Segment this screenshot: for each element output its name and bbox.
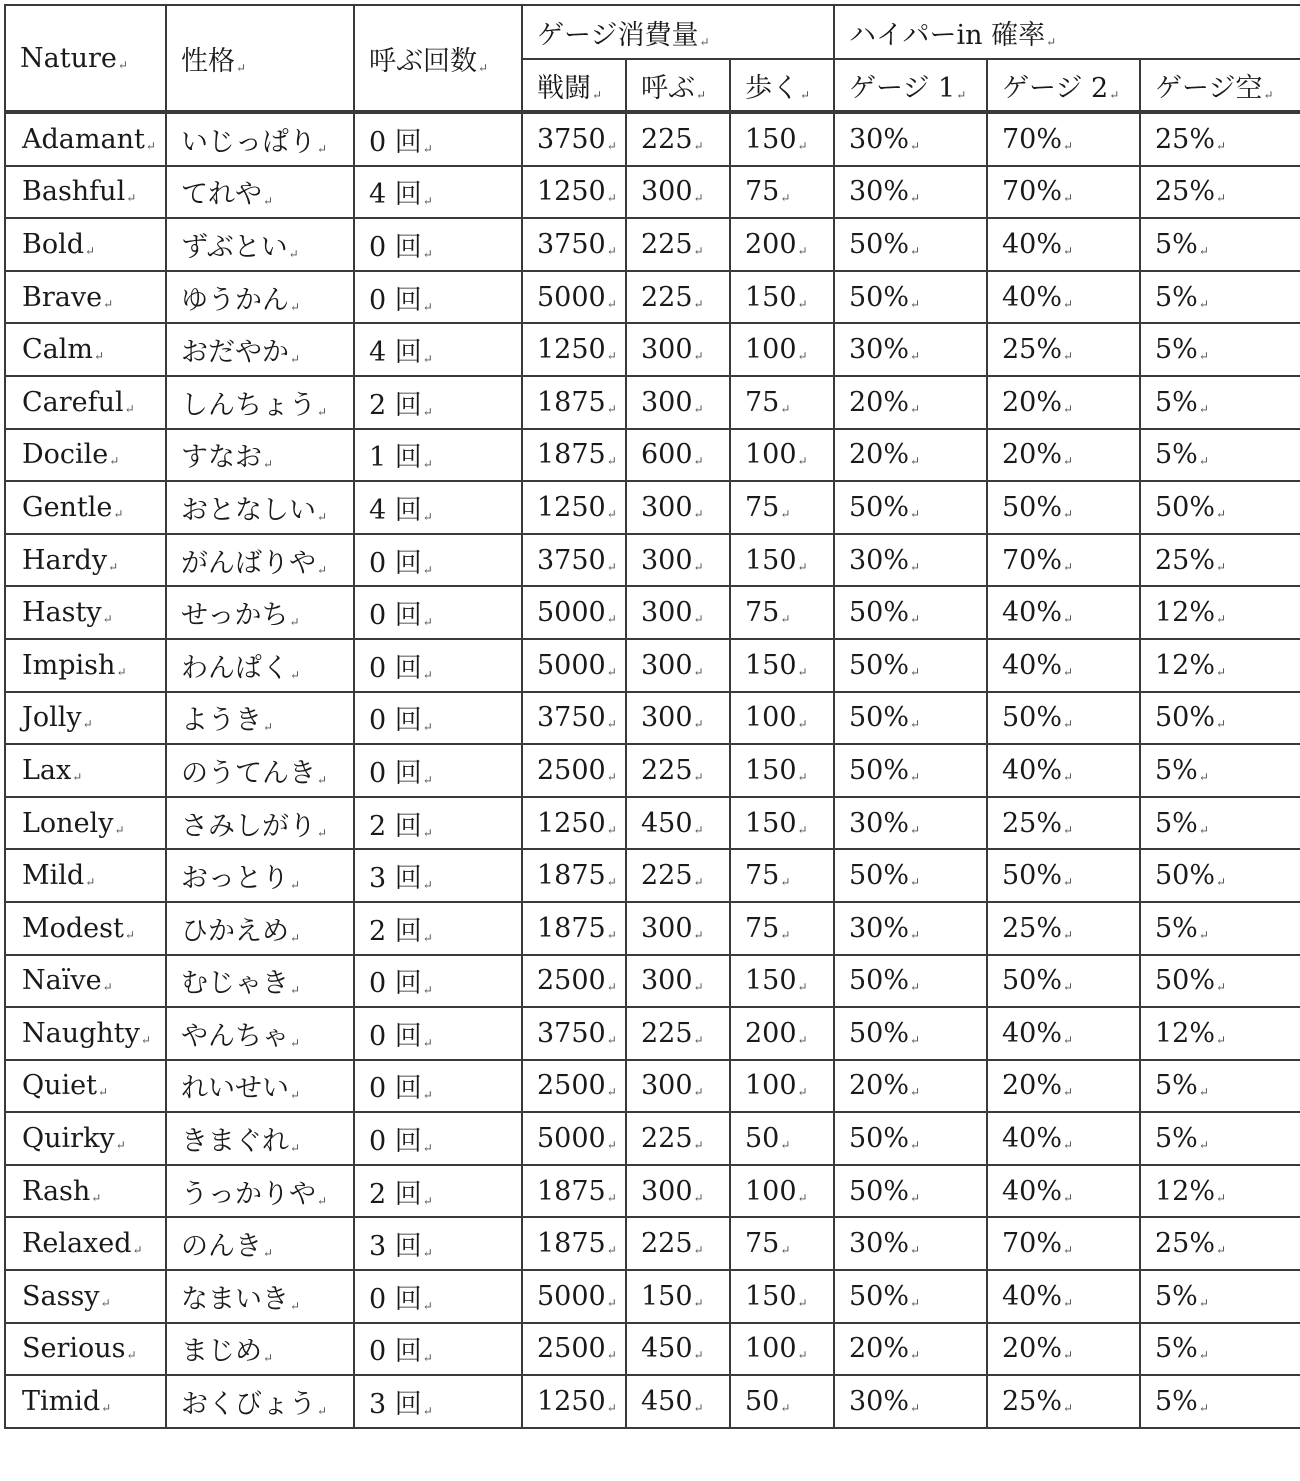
cell-nature: Naïve↵ <box>5 955 166 1008</box>
header-gauge1: ゲージ 1↵ <box>834 59 987 112</box>
cell-sento: 1250↵ <box>522 323 626 376</box>
cell-gauge1: 50%↵ <box>834 1112 987 1165</box>
cell-nature: Calm↵ <box>5 323 166 376</box>
cell-gauge1: 30%↵ <box>834 534 987 587</box>
cell-nature: Timid↵ <box>5 1375 166 1428</box>
table-row <box>5 639 1300 692</box>
cell-gauge2: 40%↵ <box>987 1165 1140 1218</box>
cell-yobu-kaisu: 0 回↵ <box>354 692 522 745</box>
header-aruku: 歩く↵ <box>730 59 834 112</box>
cell-nature: Naughty↵ <box>5 1007 166 1060</box>
cell-aruku: 75↵ <box>730 902 834 955</box>
cell-sento: 5000↵ <box>522 271 626 324</box>
cell-yobu-kaisu: 0 回↵ <box>354 112 522 166</box>
cell-sento: 3750↵ <box>522 1007 626 1060</box>
cell-seikaku: ゆうかん↵ <box>166 271 354 324</box>
header-nature: Nature↵ <box>5 5 166 112</box>
cell-yobu-cost: 225↵ <box>626 849 730 902</box>
cell-yobu-cost: 300↵ <box>626 1060 730 1113</box>
cell-yobu-cost: 225↵ <box>626 218 730 271</box>
cell-seikaku: のんき↵ <box>166 1217 354 1270</box>
table-row <box>5 271 1300 324</box>
cell-yobu-cost: 225↵ <box>626 1217 730 1270</box>
cell-gauge1: 20%↵ <box>834 376 987 429</box>
cell-sento: 1250↵ <box>522 797 626 850</box>
cell-yobu-kaisu: 0 回↵ <box>354 1270 522 1323</box>
cell-aruku: 50↵ <box>730 1112 834 1165</box>
table-row <box>5 744 1300 797</box>
cell-gauge-empty: 5%↵ <box>1140 1112 1300 1165</box>
cell-yobu-kaisu: 4 回↵ <box>354 323 522 376</box>
cell-yobu-cost: 300↵ <box>626 376 730 429</box>
cell-aruku: 50↵ <box>730 1375 834 1428</box>
cell-gauge1: 30%↵ <box>834 1217 987 1270</box>
cell-seikaku: きまぐれ↵ <box>166 1112 354 1165</box>
table-row <box>5 902 1300 955</box>
cell-yobu-kaisu: 0 回↵ <box>354 218 522 271</box>
cell-sento: 3750↵ <box>522 534 626 587</box>
cell-gauge2: 40%↵ <box>987 271 1140 324</box>
cell-gauge1: 20%↵ <box>834 1323 987 1376</box>
table-row <box>5 481 1300 534</box>
cell-seikaku: おだやか↵ <box>166 323 354 376</box>
cell-gauge-empty: 50%↵ <box>1140 692 1300 745</box>
table-row <box>5 849 1300 902</box>
cell-yobu-cost: 225↵ <box>626 112 730 166</box>
cell-seikaku: おとなしい↵ <box>166 481 354 534</box>
cell-gauge2: 50%↵ <box>987 849 1140 902</box>
cell-gauge-empty: 5%↵ <box>1140 1375 1300 1428</box>
cell-gauge-empty: 25%↵ <box>1140 112 1300 166</box>
table-row <box>5 112 1300 166</box>
cell-sento: 3750↵ <box>522 692 626 745</box>
cell-seikaku: ひかえめ↵ <box>166 902 354 955</box>
table-row <box>5 1323 1300 1376</box>
cell-seikaku: ずぶとい↵ <box>166 218 354 271</box>
cell-nature: Docile↵ <box>5 429 166 482</box>
cell-sento: 1875↵ <box>522 376 626 429</box>
cell-sento: 1250↵ <box>522 481 626 534</box>
cell-yobu-cost: 300↵ <box>626 692 730 745</box>
cell-yobu-cost: 300↵ <box>626 323 730 376</box>
cell-gauge2: 70%↵ <box>987 1217 1140 1270</box>
cell-sento: 2500↵ <box>522 955 626 1008</box>
table-row <box>5 376 1300 429</box>
cell-gauge2: 40%↵ <box>987 639 1140 692</box>
cell-nature: Hardy↵ <box>5 534 166 587</box>
cell-yobu-kaisu: 2 回↵ <box>354 902 522 955</box>
cell-seikaku: のうてんき↵ <box>166 744 354 797</box>
cell-seikaku: やんちゃ↵ <box>166 1007 354 1060</box>
cell-seikaku: うっかりや↵ <box>166 1165 354 1218</box>
cell-gauge-empty: 12%↵ <box>1140 586 1300 639</box>
cell-aruku: 75↵ <box>730 849 834 902</box>
cell-gauge-empty: 5%↵ <box>1140 744 1300 797</box>
cell-sento: 5000↵ <box>522 586 626 639</box>
cell-yobu-cost: 225↵ <box>626 271 730 324</box>
table-row <box>5 1007 1300 1060</box>
cell-yobu-cost: 225↵ <box>626 1007 730 1060</box>
cell-yobu-kaisu: 0 回↵ <box>354 955 522 1008</box>
cell-gauge1: 50%↵ <box>834 849 987 902</box>
cell-gauge2: 25%↵ <box>987 797 1140 850</box>
cell-yobu-cost: 225↵ <box>626 1112 730 1165</box>
cell-nature: Brave↵ <box>5 271 166 324</box>
table-row <box>5 534 1300 587</box>
cell-gauge-empty: 5%↵ <box>1140 797 1300 850</box>
cell-aruku: 150↵ <box>730 112 834 166</box>
table-row <box>5 429 1300 482</box>
table-row <box>5 1112 1300 1165</box>
cell-yobu-kaisu: 0 回↵ <box>354 1112 522 1165</box>
cell-seikaku: さみしがり↵ <box>166 797 354 850</box>
cell-yobu-kaisu: 0 回↵ <box>354 639 522 692</box>
cell-yobu-kaisu: 4 回↵ <box>354 166 522 219</box>
cell-sento: 1875↵ <box>522 902 626 955</box>
header-gauge2: ゲージ 2↵ <box>987 59 1140 112</box>
cell-seikaku: すなお↵ <box>166 429 354 482</box>
cell-gauge2: 20%↵ <box>987 376 1140 429</box>
cell-gauge1: 50%↵ <box>834 481 987 534</box>
cell-aruku: 200↵ <box>730 218 834 271</box>
cell-gauge2: 70%↵ <box>987 166 1140 219</box>
cell-gauge1: 50%↵ <box>834 1007 987 1060</box>
cell-sento: 5000↵ <box>522 639 626 692</box>
cell-seikaku: がんばりや↵ <box>166 534 354 587</box>
cell-yobu-cost: 300↵ <box>626 955 730 1008</box>
cell-yobu-cost: 450↵ <box>626 1375 730 1428</box>
cell-sento: 3750↵ <box>522 218 626 271</box>
cell-nature: Careful↵ <box>5 376 166 429</box>
cell-gauge2: 20%↵ <box>987 1060 1140 1113</box>
cell-gauge1: 50%↵ <box>834 271 987 324</box>
cell-seikaku: わんぱく↵ <box>166 639 354 692</box>
cell-gauge1: 30%↵ <box>834 323 987 376</box>
cell-aruku: 75↵ <box>730 1217 834 1270</box>
cell-nature: Lonely↵ <box>5 797 166 850</box>
cell-gauge2: 25%↵ <box>987 323 1140 376</box>
cell-aruku: 75↵ <box>730 166 834 219</box>
cell-nature: Lax↵ <box>5 744 166 797</box>
cell-gauge2: 50%↵ <box>987 481 1140 534</box>
cell-seikaku: てれや↵ <box>166 166 354 219</box>
cell-sento: 5000↵ <box>522 1270 626 1323</box>
cell-gauge2: 70%↵ <box>987 534 1140 587</box>
cell-seikaku: むじゃき↵ <box>166 955 354 1008</box>
cell-yobu-cost: 300↵ <box>626 534 730 587</box>
cell-gauge-empty: 25%↵ <box>1140 166 1300 219</box>
cell-seikaku: れいせい↵ <box>166 1060 354 1113</box>
header-hyper-group: ハイパーin 確率↵ <box>834 5 1300 59</box>
cell-gauge1: 30%↵ <box>834 166 987 219</box>
cell-gauge2: 25%↵ <box>987 1375 1140 1428</box>
cell-gauge2: 40%↵ <box>987 1007 1140 1060</box>
cell-gauge1: 30%↵ <box>834 1375 987 1428</box>
cell-yobu-kaisu: 4 回↵ <box>354 481 522 534</box>
cell-aruku: 150↵ <box>730 797 834 850</box>
cell-aruku: 100↵ <box>730 323 834 376</box>
cell-gauge-empty: 5%↵ <box>1140 1060 1300 1113</box>
cell-gauge2: 40%↵ <box>987 586 1140 639</box>
cell-gauge-empty: 5%↵ <box>1140 376 1300 429</box>
cell-nature: Bold↵ <box>5 218 166 271</box>
cell-sento: 1875↵ <box>522 1165 626 1218</box>
table-row <box>5 166 1300 219</box>
cell-nature: Mild↵ <box>5 849 166 902</box>
cell-gauge1: 50%↵ <box>834 1270 987 1323</box>
cell-aruku: 150↵ <box>730 534 834 587</box>
cell-aruku: 100↵ <box>730 1323 834 1376</box>
cell-gauge-empty: 12%↵ <box>1140 1165 1300 1218</box>
table-row <box>5 586 1300 639</box>
cell-gauge1: 30%↵ <box>834 112 987 166</box>
cell-gauge1: 30%↵ <box>834 797 987 850</box>
cell-gauge-empty: 5%↵ <box>1140 323 1300 376</box>
header-yobu-kaisu: 呼ぶ回数↵ <box>354 5 522 112</box>
cell-yobu-cost: 300↵ <box>626 639 730 692</box>
cell-gauge-empty: 5%↵ <box>1140 1270 1300 1323</box>
cell-yobu-kaisu: 0 回↵ <box>354 586 522 639</box>
cell-yobu-cost: 300↵ <box>626 902 730 955</box>
cell-yobu-kaisu: 2 回↵ <box>354 1165 522 1218</box>
cell-yobu-kaisu: 0 回↵ <box>354 1323 522 1376</box>
cell-aruku: 150↵ <box>730 1270 834 1323</box>
cell-yobu-kaisu: 2 回↵ <box>354 797 522 850</box>
table-row <box>5 955 1300 1008</box>
cell-sento: 1875↵ <box>522 429 626 482</box>
cell-yobu-kaisu: 0 回↵ <box>354 744 522 797</box>
cell-aruku: 150↵ <box>730 639 834 692</box>
cell-gauge2: 40%↵ <box>987 744 1140 797</box>
cell-gauge1: 50%↵ <box>834 218 987 271</box>
cell-yobu-kaisu: 2 回↵ <box>354 376 522 429</box>
cell-yobu-kaisu: 3 回↵ <box>354 1217 522 1270</box>
table-row <box>5 1060 1300 1113</box>
table-row <box>5 1217 1300 1270</box>
cell-aruku: 100↵ <box>730 1165 834 1218</box>
cell-yobu-cost: 600↵ <box>626 429 730 482</box>
table-row <box>5 1270 1300 1323</box>
cell-nature: Serious↵ <box>5 1323 166 1376</box>
cell-sento: 2500↵ <box>522 1323 626 1376</box>
cell-gauge1: 50%↵ <box>834 744 987 797</box>
cell-nature: Adamant↵ <box>5 112 166 166</box>
cell-gauge2: 25%↵ <box>987 902 1140 955</box>
cell-yobu-cost: 300↵ <box>626 481 730 534</box>
cell-yobu-cost: 150↵ <box>626 1270 730 1323</box>
cell-nature: Quiet↵ <box>5 1060 166 1113</box>
table-row <box>5 1375 1300 1428</box>
cell-sento: 5000↵ <box>522 1112 626 1165</box>
cell-gauge-empty: 50%↵ <box>1140 849 1300 902</box>
cell-yobu-cost: 225↵ <box>626 744 730 797</box>
header-seikaku: 性格↵ <box>166 5 354 112</box>
cell-aruku: 75↵ <box>730 481 834 534</box>
cell-sento: 2500↵ <box>522 1060 626 1113</box>
cell-gauge2: 40%↵ <box>987 1112 1140 1165</box>
cell-yobu-cost: 450↵ <box>626 1323 730 1376</box>
cell-nature: Modest↵ <box>5 902 166 955</box>
cell-gauge-empty: 5%↵ <box>1140 1323 1300 1376</box>
table-row <box>5 797 1300 850</box>
cell-gauge-empty: 5%↵ <box>1140 271 1300 324</box>
cell-gauge-empty: 5%↵ <box>1140 902 1300 955</box>
cell-sento: 1250↵ <box>522 1375 626 1428</box>
cell-nature: Relaxed↵ <box>5 1217 166 1270</box>
cell-gauge1: 20%↵ <box>834 429 987 482</box>
cell-yobu-cost: 450↵ <box>626 797 730 850</box>
cell-nature: Hasty↵ <box>5 586 166 639</box>
cell-aruku: 75↵ <box>730 376 834 429</box>
table-row <box>5 323 1300 376</box>
cell-seikaku: せっかち↵ <box>166 586 354 639</box>
cell-gauge2: 40%↵ <box>987 1270 1140 1323</box>
table-header <box>5 5 1300 112</box>
cell-seikaku: おくびょう↵ <box>166 1375 354 1428</box>
cell-yobu-cost: 300↵ <box>626 1165 730 1218</box>
cell-gauge-empty: 5%↵ <box>1140 429 1300 482</box>
cell-sento: 2500↵ <box>522 744 626 797</box>
cell-gauge1: 50%↵ <box>834 586 987 639</box>
header-sento: 戦闘↵ <box>522 59 626 112</box>
cell-nature: Impish↵ <box>5 639 166 692</box>
cell-yobu-kaisu: 1 回↵ <box>354 429 522 482</box>
cell-aruku: 100↵ <box>730 692 834 745</box>
cell-nature: Quirky↵ <box>5 1112 166 1165</box>
cell-aruku: 100↵ <box>730 1060 834 1113</box>
cell-gauge2: 40%↵ <box>987 218 1140 271</box>
cell-gauge1: 50%↵ <box>834 1165 987 1218</box>
cell-yobu-kaisu: 0 回↵ <box>354 1060 522 1113</box>
cell-seikaku: いじっぱり↵ <box>166 112 354 166</box>
header-gauge-group: ゲージ消費量↵ <box>522 5 834 59</box>
cell-gauge1: 20%↵ <box>834 1060 987 1113</box>
cell-gauge2: 50%↵ <box>987 692 1140 745</box>
cell-gauge2: 20%↵ <box>987 429 1140 482</box>
cell-gauge-empty: 12%↵ <box>1140 639 1300 692</box>
table-row <box>5 692 1300 745</box>
cell-sento: 1250↵ <box>522 166 626 219</box>
cell-gauge1: 50%↵ <box>834 639 987 692</box>
table-row <box>5 1165 1300 1218</box>
cell-nature: Sassy↵ <box>5 1270 166 1323</box>
cell-aruku: 150↵ <box>730 271 834 324</box>
nature-table <box>4 4 1300 1429</box>
header-gauge-empty: ゲージ空↵ <box>1140 59 1300 112</box>
cell-nature: Jolly↵ <box>5 692 166 745</box>
cell-aruku: 150↵ <box>730 955 834 1008</box>
cell-seikaku: しんちょう↵ <box>166 376 354 429</box>
document-page <box>4 4 1300 1478</box>
table-body <box>5 112 1300 1428</box>
cell-yobu-kaisu: 3 回↵ <box>354 1375 522 1428</box>
cell-yobu-kaisu: 3 回↵ <box>354 849 522 902</box>
cell-gauge2: 50%↵ <box>987 955 1140 1008</box>
cell-gauge-empty: 5%↵ <box>1140 218 1300 271</box>
cell-aruku: 150↵ <box>730 744 834 797</box>
cell-seikaku: まじめ↵ <box>166 1323 354 1376</box>
cell-yobu-cost: 300↵ <box>626 166 730 219</box>
table-row <box>5 218 1300 271</box>
cell-gauge2: 20%↵ <box>987 1323 1140 1376</box>
cell-aruku: 200↵ <box>730 1007 834 1060</box>
cell-gauge-empty: 25%↵ <box>1140 1217 1300 1270</box>
cell-nature: Rash↵ <box>5 1165 166 1218</box>
header-yobu-cost: 呼ぶ↵ <box>626 59 730 112</box>
cell-gauge1: 50%↵ <box>834 692 987 745</box>
cell-sento: 1875↵ <box>522 849 626 902</box>
cell-gauge1: 50%↵ <box>834 955 987 1008</box>
cell-nature: Bashful↵ <box>5 166 166 219</box>
cell-yobu-kaisu: 0 回↵ <box>354 271 522 324</box>
cell-yobu-kaisu: 0 回↵ <box>354 1007 522 1060</box>
cell-gauge-empty: 12%↵ <box>1140 1007 1300 1060</box>
cell-gauge-empty: 25%↵ <box>1140 534 1300 587</box>
cell-seikaku: おっとり↵ <box>166 849 354 902</box>
cell-seikaku: ようき↵ <box>166 692 354 745</box>
cell-gauge2: 70%↵ <box>987 112 1140 166</box>
cell-yobu-cost: 300↵ <box>626 586 730 639</box>
cell-sento: 3750↵ <box>522 112 626 166</box>
cell-aruku: 100↵ <box>730 429 834 482</box>
cell-aruku: 75↵ <box>730 586 834 639</box>
cell-gauge1: 30%↵ <box>834 902 987 955</box>
cell-gauge-empty: 50%↵ <box>1140 955 1300 1008</box>
cell-yobu-kaisu: 0 回↵ <box>354 534 522 587</box>
cell-sento: 1875↵ <box>522 1217 626 1270</box>
cell-seikaku: なまいき↵ <box>166 1270 354 1323</box>
cell-nature: Gentle↵ <box>5 481 166 534</box>
cell-gauge-empty: 50%↵ <box>1140 481 1300 534</box>
